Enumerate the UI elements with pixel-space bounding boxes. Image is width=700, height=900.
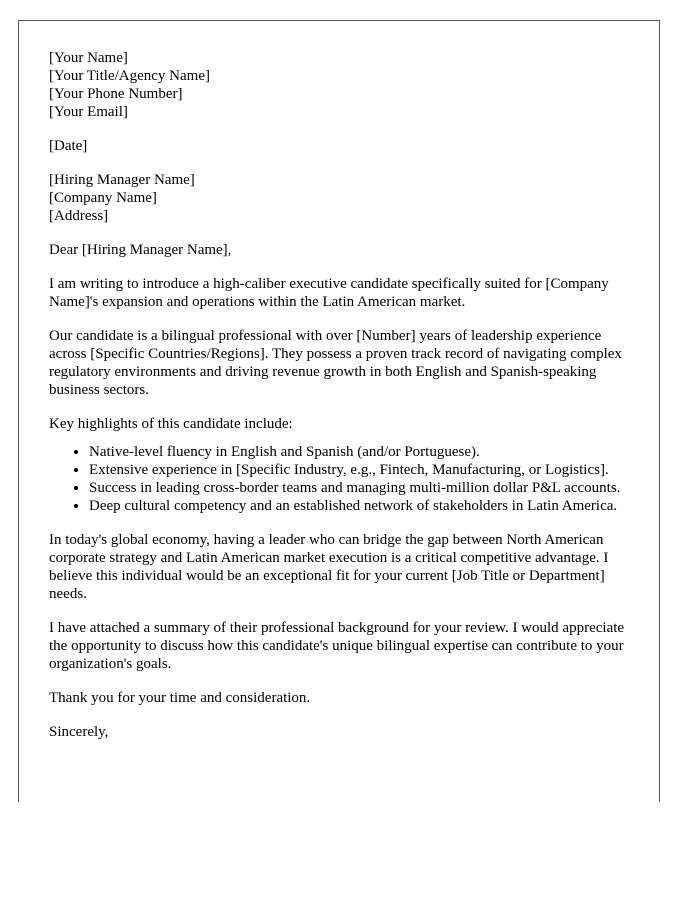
date-block xyxy=(49,137,631,155)
recipient-address: [Address] xyxy=(49,208,109,224)
letter-body xyxy=(49,49,631,757)
sender-phone: [Your Phone Number] xyxy=(49,86,183,102)
paragraph-intro: I am writing to introduce a high-caliber executive candidate specifically suited for [Company Name]'s expansion and operations within the Latin American market. xyxy=(49,276,609,310)
paragraph-attachment: I have attached a summary of their professional background for your review. I would appreciate the opportunity to discuss how this candidate's unique bilingual expertise can contribute to your organization's goals. xyxy=(49,620,625,672)
recipient-manager-name: [Hiring Manager Name] xyxy=(49,172,195,188)
paragraph-highlights-intro: Key highlights of this candidate include: xyxy=(49,416,293,432)
letter-date: [Date] xyxy=(49,138,88,154)
highlight-item: • Extensive experience in [Specific Industry, e.g., Fintech, Manufacturing, or Logistics]. xyxy=(89,461,631,479)
paragraph-fit: In today's global economy, having a leader who can bridge the gap between North American corporate strategy and Latin American market execution is a critical competitive advantage. I believe this individual would be an exceptional fit for your current [Job Title or Department] needs. xyxy=(49,532,609,602)
sender-title-agency: [Your Title/Agency Name] xyxy=(49,68,210,84)
highlights-list xyxy=(49,443,631,515)
sender-email: [Your Email] xyxy=(49,104,128,120)
letter-page xyxy=(18,20,660,802)
paragraph-thanks: Thank you for your time and consideration. xyxy=(49,690,311,706)
sender-block xyxy=(49,49,631,121)
salutation: Dear [Hiring Manager Name], xyxy=(49,242,232,258)
highlight-item: • Native-level fluency in English and Spanish (and/or Portuguese). xyxy=(89,443,631,461)
closing: Sincerely, xyxy=(49,724,109,740)
recipient-block xyxy=(49,171,631,225)
highlight-item: • Deep cultural competency and an established network of stakeholders in Latin America. xyxy=(89,497,631,515)
paragraph-background: Our candidate is a bilingual professional with over [Number] years of leadership experience across [Specific Countries/Regions]. They possess a proven track record of navigating complex regulatory environments and driving revenue growth in both English and Spanish-speaking business sectors. xyxy=(49,328,622,398)
recipient-company-name: [Company Name] xyxy=(49,190,157,206)
sender-name: [Your Name] xyxy=(49,50,128,66)
highlight-item: • Success in leading cross-border teams and managing multi-million dollar P&L accounts. xyxy=(89,479,631,497)
